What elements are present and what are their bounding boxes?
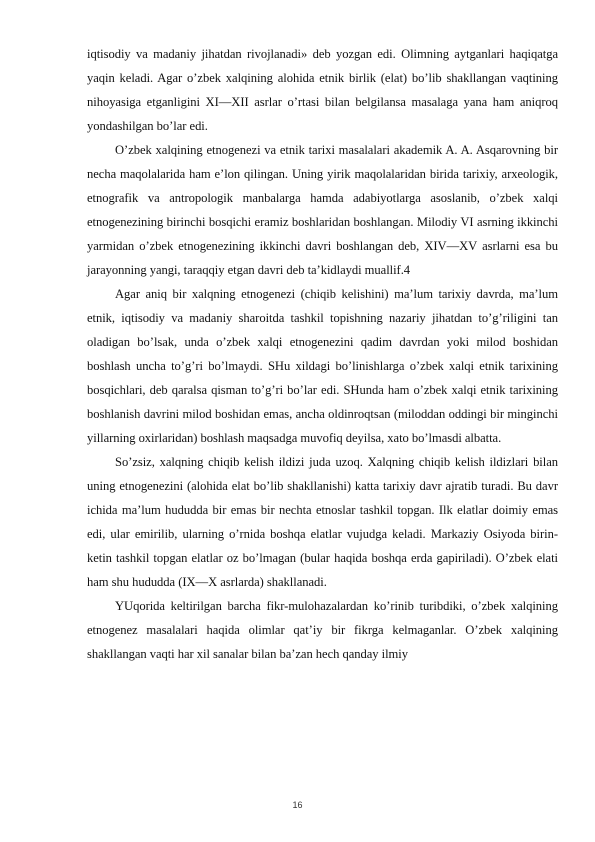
paragraph-2: O’zbek xalqining etnogenezi va etnik tarixi masalalari akademik A. A. Asqarovning bir necha maqolalarida ham e’lon qilingan. Uning yirik maqolalaridan birida tarixiy, arxeologik, etnografik va antropologik manbalarga hamda adabiyotlarga asoslanib, o’zbek xalqi etnogenezining birinchi bosqichi eramiz boshlaridan boshlangan. Milodiy VI asrning ikkinchi yarmidan o’zbek etnogenezining ikkinchi davri boshlangan deb, XIV—XV asrlarni esa bu jarayonning yangi, taraqqiy etgan davri deb ta’kidlaydi muallif.4	[87, 143, 558, 277]
paragraph-3: Agar aniq bir xalqning etnogenezi (chiqib kelishini) ma’lum tarixiy davrda, ma’lum etnik, iqtisodiy va madaniy sharoitda tashkil topishning nazariy jihatdan to’g’riligini tan oladigan bo’lsak, unda o’zbek xalqi etnogenezini qadim davrdan yoki milod boshidan boshlash uncha to’g’ri bo’lmaydi. SHu xildagi bo’linishlarga o’zbek xalqi etnik tarixining bosqichlari, deb qaralsa qisman to’g’ri bo’lar edi. SHunda ham o’zbek xalqi etnik tarixining boshlanish davrini milod boshidan emas, ancha oldinroqtsan (miloddan oddingi bir minginchi yillarning oxirlaridan) boshlash maqsadga muvofiq deyilsa, xato bo’lmasdi albatta.	[87, 287, 558, 445]
document-page	[87, 42, 558, 666]
paragraph-5: YUqorida keltirilgan barcha fikr-mulohazalardan ko’rinib turibdiki, o’zbek xalqining etnogenez masalalari haqida olimlar qat’iy bir fikrga kelmaganlar. O’zbek xalqining shakllangan vaqti har xil sanalar bilan ba’zan hech qanday ilmiy	[87, 599, 558, 661]
paragraph-4: So’zsiz, xalqning chiqib kelish ildizi juda uzoq. Xalqning chiqib kelish ildizlari bilan uning etnogenezini (alohida elat bo’lib shakllanishi) katta tarixiy davr ajratib turadi. Bu davr ichida ma’lum hududda bir emas bir nechta etnoslar tashkil topgan. Ilk elatlar doimiy emas edi, ular emirilib, ularning o’rnida boshqa elatlar vujudga keladi. Markaziy Osiyoda birin-ketin tashkil topgan elatlar oz bo’lmagan (bular haqida boshqa erda gapiriladi). O’zbek elati ham shu hududda (IX—X asrlarda) shakllanadi.	[87, 455, 558, 589]
paragraph-1: iqtisodiy va madaniy jihatdan rivojlanadi» deb yozgan edi. Olimning aytganlari haqiqatga yaqin keladi. Agar o’zbek xalqining alohida etnik birlik (elat) bo’lib shakllangan vaqtining nihoyasiga etganligini XI—XII asrlar o’rtasi bilan belgilansa masalaga yana ham aniqroq yondashilgan bo’lar edi.	[87, 47, 558, 133]
page-number: 16	[292, 800, 303, 810]
